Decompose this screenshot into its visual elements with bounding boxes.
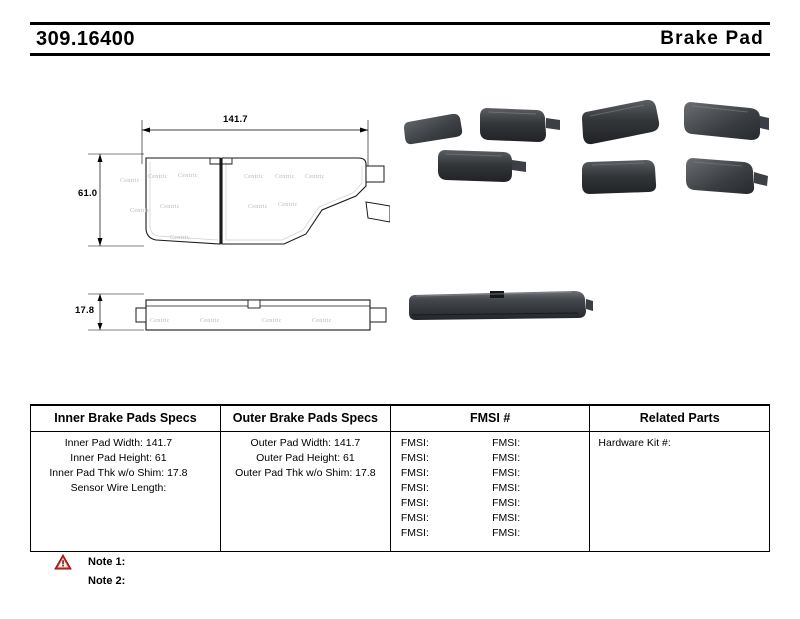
pad-photo-front-pair — [400, 100, 570, 190]
part-number: 309.16400 — [36, 27, 136, 50]
watermark-text: Centric — [130, 208, 150, 214]
inner-pad-thickness: Inner Pad Thk w/o Shim: 17.8 — [49, 467, 188, 479]
watermark-text: Centric — [262, 318, 282, 324]
watermark-text: Centric — [305, 174, 325, 180]
note-row-2 — [52, 571, 352, 590]
fmsi-entry: FMSI: — [400, 527, 429, 539]
fmsi-entry: FMSI: — [400, 467, 429, 479]
inner-pad-width: Inner Pad Width: 141.7 — [64, 437, 173, 449]
fmsi-entry: FMSI: — [400, 482, 429, 494]
watermark-text: Centric — [275, 174, 295, 180]
outer-pad-width: Outer Pad Width: 141.7 — [250, 437, 361, 449]
fmsi-entry: FMSI: — [400, 452, 429, 464]
cell-fmsi — [390, 432, 590, 552]
cell-inner-specs — [31, 432, 221, 552]
pad-side-view-drawing — [70, 282, 390, 347]
pad-front-view-drawing — [70, 114, 390, 259]
watermark-text: Centric — [248, 204, 268, 210]
fmsi-entry: FMSI: — [492, 437, 521, 449]
column-header-inner-specs: Inner Brake Pads Specs — [31, 405, 221, 432]
fmsi-entry: FMSI: — [492, 497, 521, 509]
specs-table-body-row — [31, 432, 770, 552]
pad-photo-side-profile — [408, 275, 593, 335]
watermark-text: Centric — [150, 318, 170, 324]
specs-table — [30, 404, 770, 552]
hardware-kit-number: Hardware Kit #: — [598, 437, 671, 449]
outer-pad-thickness: Outer Pad Thk w/o Shim: 17.8 — [235, 467, 376, 479]
fmsi-entry: FMSI: — [492, 512, 521, 524]
document-header — [30, 22, 770, 56]
watermark-text: Centric — [120, 178, 140, 184]
fmsi-entry: FMSI: — [492, 527, 521, 539]
drawing-area — [30, 70, 770, 380]
note-1-label: Note 1: — [88, 555, 126, 568]
fmsi-entry: FMSI: — [400, 437, 429, 449]
fmsi-entry: FMSI: — [492, 467, 521, 479]
column-header-outer-specs: Outer Brake Pads Specs — [220, 405, 390, 432]
fmsi-entry: FMSI: — [492, 452, 521, 464]
watermark-text: Centric — [312, 318, 332, 324]
watermark-text: Centric — [170, 235, 190, 241]
inner-pad-height: Inner Pad Height: 61 — [70, 452, 167, 464]
note-row-1 — [52, 552, 352, 571]
watermark-text: Centric — [148, 174, 168, 180]
pad-photo-rear-group — [580, 88, 770, 218]
notes-section — [52, 552, 352, 590]
dimension-height-label: 61.0 — [78, 188, 98, 199]
sensor-wire-length: Sensor Wire Length: — [70, 482, 167, 494]
note-2-label: Note 2: — [88, 574, 126, 587]
specs-table-header-row — [31, 405, 770, 432]
document-type-title: Brake Pad — [660, 28, 764, 49]
cell-related-parts — [590, 432, 770, 552]
warning-icon — [52, 554, 74, 570]
watermark-text: Centric — [278, 202, 298, 208]
dimension-thickness-label: 17.8 — [75, 305, 95, 316]
outer-pad-height: Outer Pad Height: 61 — [256, 452, 355, 464]
column-header-related-parts: Related Parts — [590, 405, 770, 432]
cell-outer-specs — [220, 432, 390, 552]
fmsi-entry: FMSI: — [400, 512, 429, 524]
watermark-text: Centric — [178, 173, 198, 179]
watermark-text: Centric — [160, 204, 180, 210]
fmsi-entry: FMSI: — [492, 482, 521, 494]
watermark-text: Centric — [244, 174, 264, 180]
dimension-width-label: 141.7 — [223, 114, 248, 125]
column-header-fmsi: FMSI # — [390, 405, 590, 432]
fmsi-entry: FMSI: — [400, 497, 429, 509]
watermark-text: Centric — [200, 318, 220, 324]
